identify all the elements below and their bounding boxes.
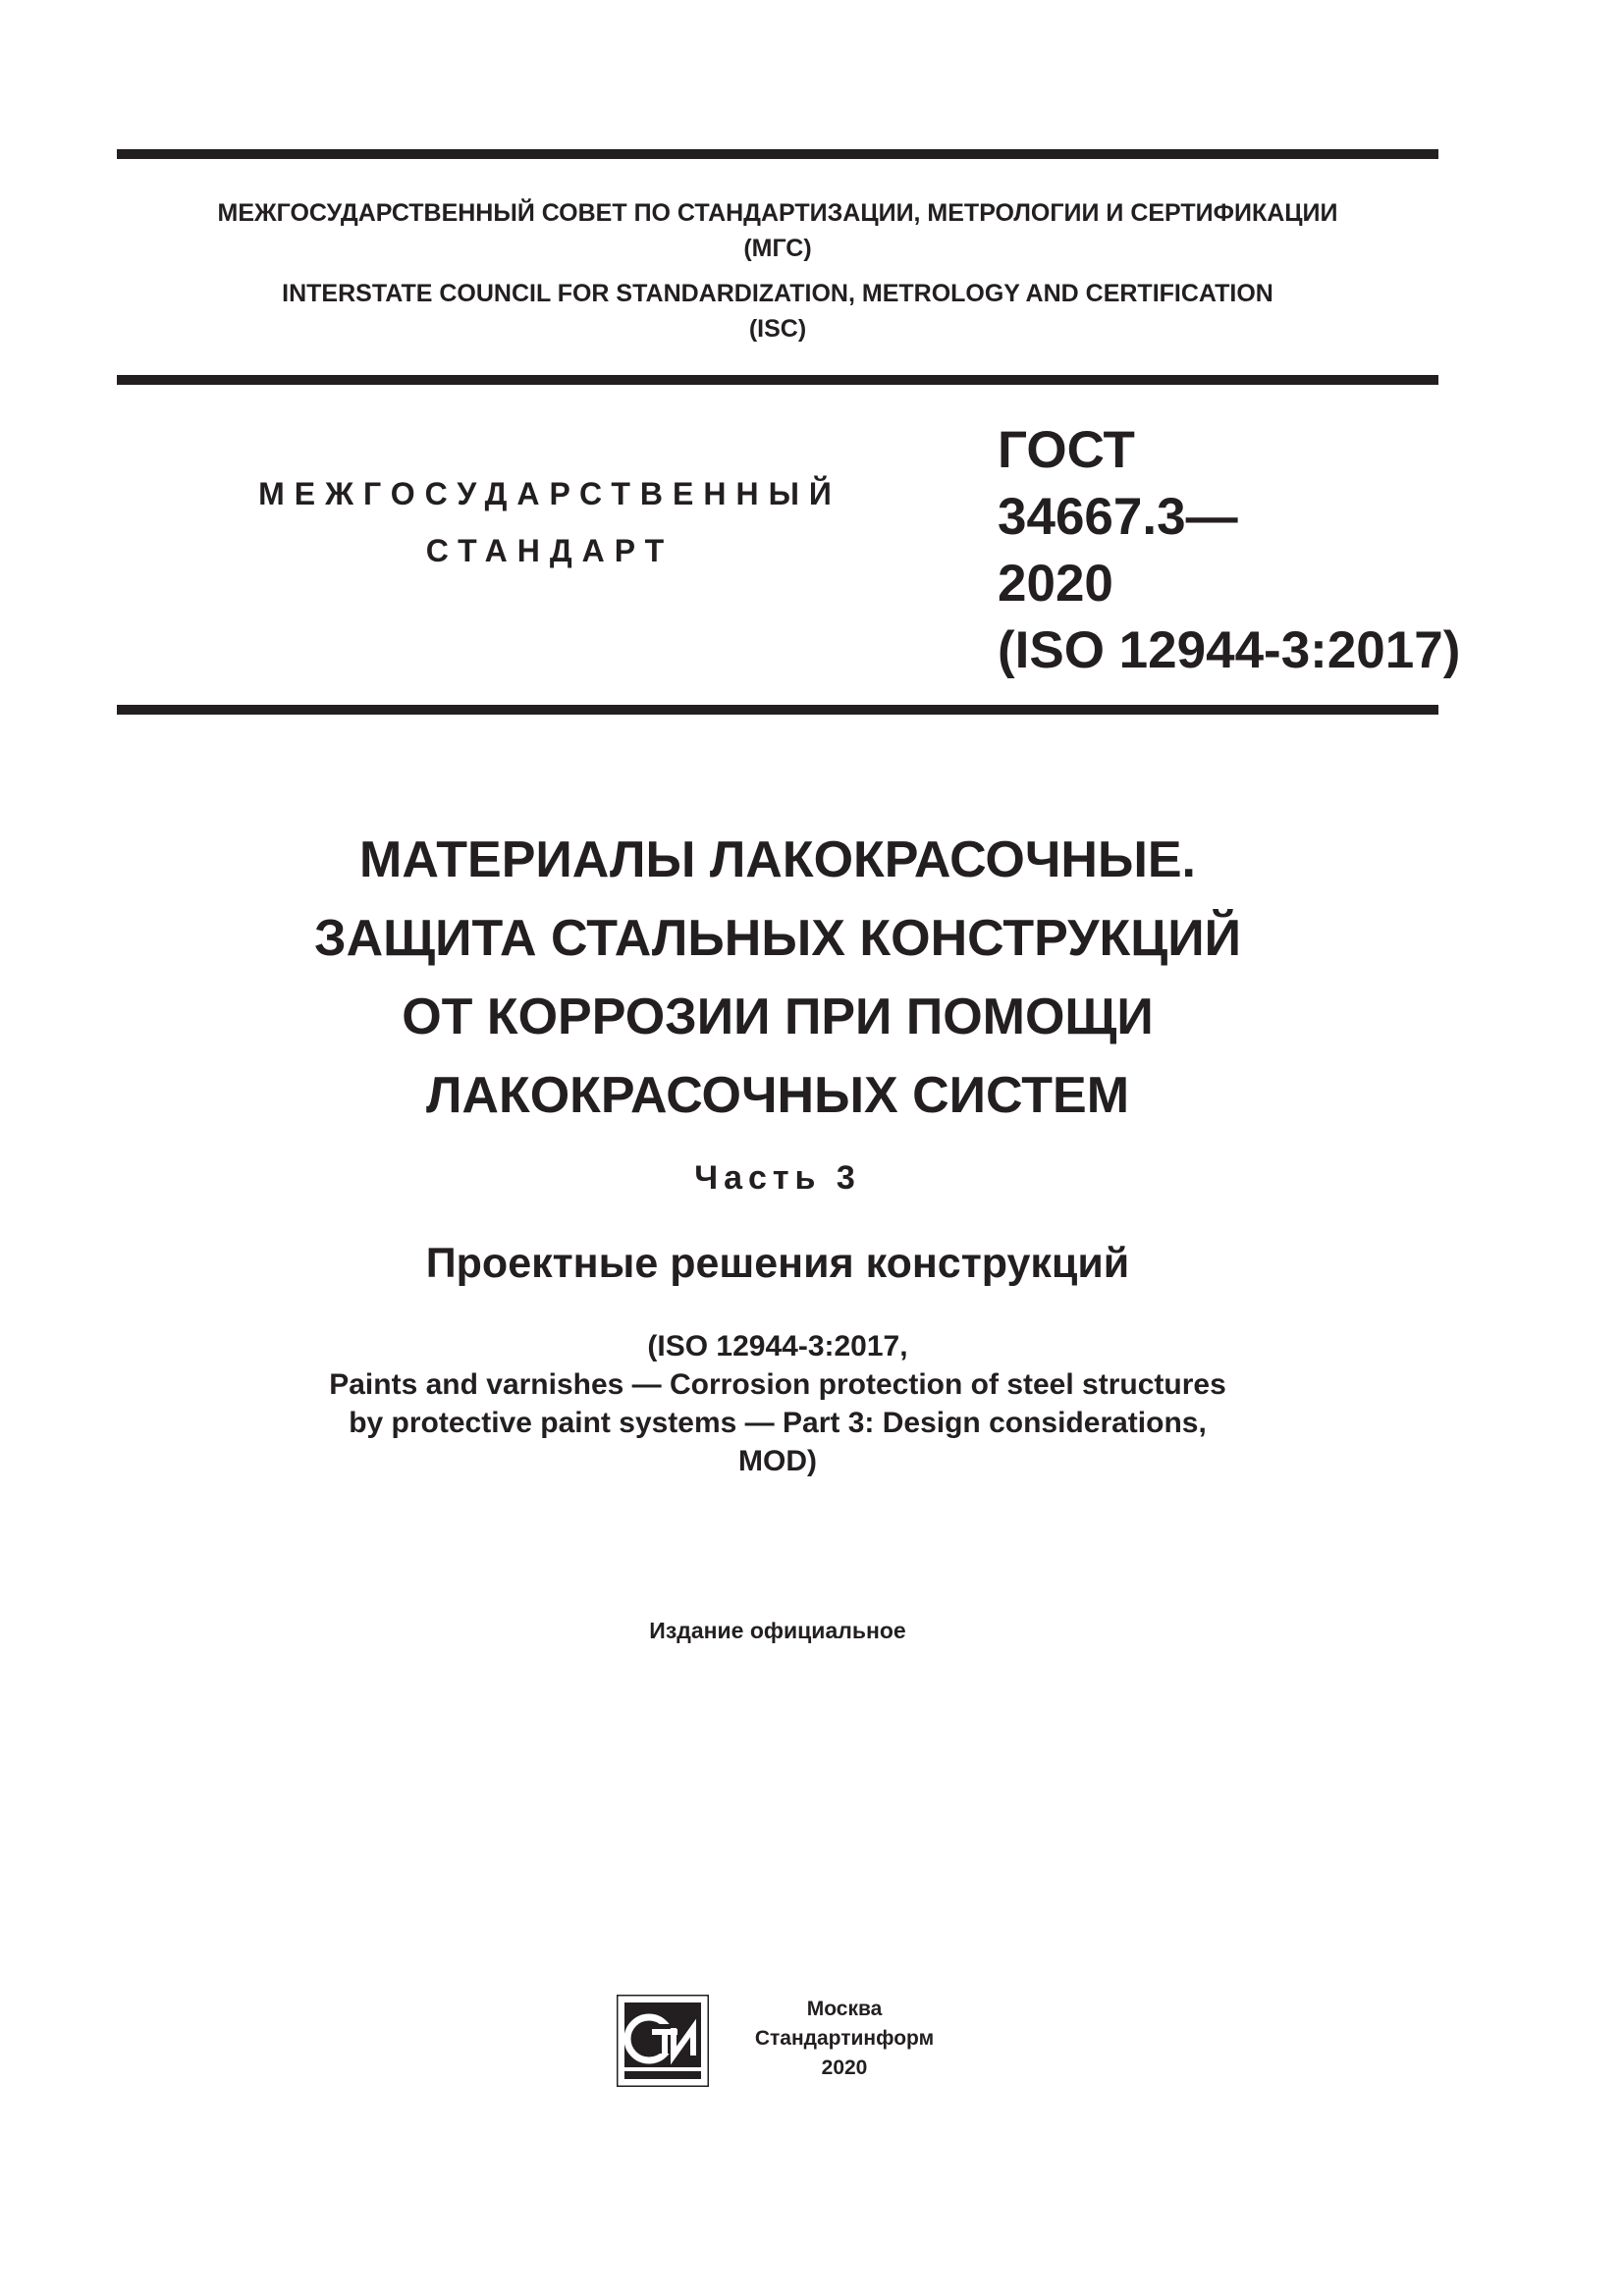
council-ru: МЕЖГОСУДАРСТВЕННЫЙ СОВЕТ ПО СТАНДАРТИЗАЦИИ, МЕТРОЛОГИИ И СЕРТИФИКАЦИИ [217, 199, 1338, 227]
gost-code-line1: ГОСТ [998, 421, 1135, 479]
part-subtitle: Проектные решения конструкций [425, 1240, 1130, 1287]
title-line2: ЗАЩИТА СТАЛЬНЫХ КОНСТРУКЦИЙ [314, 910, 1241, 967]
publisher-name: Стандартинформ [754, 2027, 935, 2050]
standard-type [236, 465, 864, 579]
title-line1: МАТЕРИАЛЫ ЛАКОКРАСОЧНЫЕ. [359, 831, 1196, 888]
publisher-city: Москва [806, 1998, 883, 2020]
gost-code-line2: 34667.3— [998, 488, 1238, 546]
part-number: Часть 3 [694, 1159, 861, 1197]
gost-code-line3: 2020 [998, 555, 1113, 613]
document-title [117, 821, 1438, 1135]
standard-type-line1: МЕЖГОСУДАРСТВЕННЫЙ [258, 476, 841, 511]
iso-reference [117, 1327, 1438, 1480]
council-ru-abbr: (МГС) [743, 235, 812, 262]
iso-line2: Paints and varnishes — Corrosion protection of steel structures [329, 1368, 1226, 1401]
council-en-abbr: (ISC) [748, 315, 807, 343]
council-header [117, 195, 1438, 347]
gost-code [998, 417, 1460, 684]
header-rule [117, 375, 1438, 385]
iso-line1: (ISO 12944-3:2017, [647, 1330, 908, 1362]
iso-line4: MOD) [738, 1445, 817, 1477]
title-line3: ОТ КОРРОЗИИ ПРИ ПОМОЩИ [402, 988, 1154, 1045]
top-rule [117, 149, 1438, 159]
edition-label: Издание официальное [649, 1618, 906, 1643]
standartinform-logo-icon [617, 1995, 709, 2087]
title-line4: ЛАКОКРАСОЧНЫХ СИСТЕМ [425, 1067, 1130, 1124]
publisher-year: 2020 [821, 2056, 868, 2079]
standard-rule [117, 705, 1438, 715]
standard-type-line2: СТАНДАРТ [425, 533, 675, 568]
iso-line3: by protective paint systems — Part 3: Design considerations, [349, 1407, 1207, 1439]
publisher-info [722, 1995, 967, 2083]
gost-code-line4: (ISO 12944-3:2017) [998, 621, 1461, 679]
council-en: INTERSTATE COUNCIL FOR STANDARDIZATION, METROLOGY AND CERTIFICATION [282, 280, 1273, 307]
